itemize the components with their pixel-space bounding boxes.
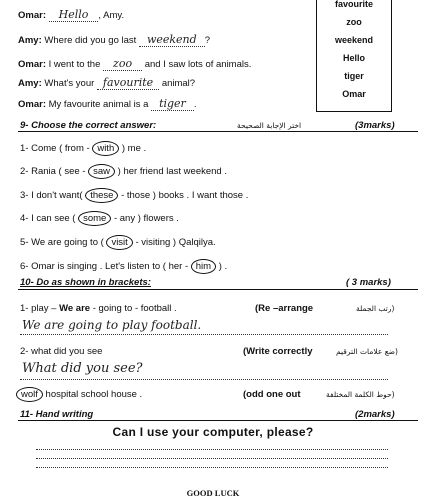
handwritten-answer: tiger <box>151 97 194 111</box>
word-box-item: tiger <box>344 71 364 81</box>
speaker: Amy: <box>18 78 42 89</box>
section-divider <box>18 131 418 132</box>
handwritten-answer: favourite <box>97 76 159 90</box>
choice-item <box>20 259 227 274</box>
dialogue-text: ? <box>204 35 210 46</box>
dialogue-text: , Amy. <box>98 10 125 21</box>
section-11-marks: (2marks) <box>355 409 395 420</box>
choice-text: ) her friend last weekend . <box>117 166 227 177</box>
dialogue-line <box>18 97 196 110</box>
handwriting-line <box>36 449 388 450</box>
word-box <box>316 0 392 112</box>
word-box-item: favourite <box>334 0 373 9</box>
handwritten-answer: What did you see? <box>22 361 143 376</box>
dialogue-text: animal? <box>161 78 196 89</box>
question-text: We are <box>59 303 91 314</box>
word-box-item: zoo <box>346 17 362 27</box>
question-text: - going to - football . <box>92 303 177 314</box>
choice-item <box>20 141 146 156</box>
section-11-title: 11- Hand writing <box>20 409 94 420</box>
choice-item <box>20 164 227 179</box>
circled-answer: wolf <box>16 387 43 402</box>
dialogue-line <box>18 33 210 46</box>
word-box-item: Omar <box>342 89 366 99</box>
instruction: (Write correctly <box>243 346 313 357</box>
circled-answer: saw <box>88 164 115 179</box>
dialogue-line <box>18 57 251 70</box>
handwritten-answer: Hello <box>49 8 99 22</box>
section-divider <box>18 289 418 290</box>
instruction: (odd one out <box>243 389 301 400</box>
odd-one-out-question <box>16 387 142 402</box>
dialogue-line <box>18 76 195 89</box>
dialogue-text: What's your <box>44 78 95 89</box>
choice-text: - those ) books . I want those . <box>121 190 249 201</box>
choice-text: 1- Come ( from - <box>20 143 90 154</box>
circled-answer: these <box>85 188 118 203</box>
circled-answer: him <box>191 259 216 274</box>
question-text: 2- what did you see <box>20 346 103 357</box>
section-10-marks: ( 3 marks) <box>346 277 391 288</box>
instruction-arabic: (ضع علامات الترقيم <box>336 347 398 356</box>
section-9-title: 9- Choose the correct answer: <box>20 120 157 131</box>
instruction: (Re –arrange <box>255 303 314 314</box>
circled-answer: some <box>78 211 111 226</box>
word-box-item: Hello <box>342 53 365 63</box>
choice-text: 6- Omar is singing . Let's listen to ( her - <box>20 261 189 272</box>
instruction-arabic: (رتب الجملة <box>356 304 395 313</box>
speaker: Omar: <box>18 59 46 70</box>
section-9-arabic: اختر الإجابة الصحيحة <box>237 121 302 130</box>
speaker: Omar: <box>18 10 46 21</box>
instruction-arabic: (حوط الكلمة المختلفة <box>326 390 395 399</box>
dialogue-text: Where did you go last <box>44 35 137 46</box>
dialogue-line <box>18 8 124 21</box>
choice-item <box>20 235 216 250</box>
question-text: hospital school house . <box>45 389 143 400</box>
dialogue-text: I went to the <box>48 59 101 70</box>
handwriting-sentence: Can I use your computer, please? <box>112 425 314 439</box>
choice-item <box>20 188 248 203</box>
choice-text: - visiting ) Qalqilya. <box>135 237 216 248</box>
question-text: 1- play – <box>20 303 57 314</box>
section-10-title: 10- Do as shown in brackets: <box>20 277 151 288</box>
circled-answer: visit <box>106 235 132 250</box>
handwritten-answer: We are going to play football. <box>22 318 202 332</box>
circled-answer: with <box>92 141 119 156</box>
section-divider <box>18 420 418 421</box>
speaker: Amy: <box>18 35 42 46</box>
dialogue-text: and I saw lots of animals. <box>144 59 252 70</box>
dialogue-text: . <box>193 99 197 110</box>
rearrange-question <box>20 303 177 314</box>
choice-text: ) me . <box>121 143 147 154</box>
handwritten-answer: weekend <box>139 33 205 47</box>
speaker: Omar: <box>18 99 46 110</box>
choice-text: ) . <box>218 261 228 272</box>
footer: GOOD LUCK <box>186 488 240 498</box>
choice-item <box>20 211 179 226</box>
choice-text: 4- I can see ( <box>20 213 76 224</box>
word-box-item: weekend <box>334 35 374 45</box>
handwritten-answer: zoo <box>103 57 142 71</box>
handwriting-line <box>36 458 388 459</box>
answer-line <box>20 334 388 335</box>
answer-line <box>20 379 388 380</box>
choice-text: 5- We are going to ( <box>20 237 104 248</box>
choice-text: 2- Rania ( see - <box>20 166 86 177</box>
handwriting-line <box>36 467 388 468</box>
choice-text: - any ) flowers . <box>113 213 179 224</box>
choice-text: 3- I don't want( <box>20 190 83 201</box>
dialogue-text: My favourite animal is a <box>48 99 149 110</box>
section-9-marks: (3marks) <box>355 120 395 131</box>
